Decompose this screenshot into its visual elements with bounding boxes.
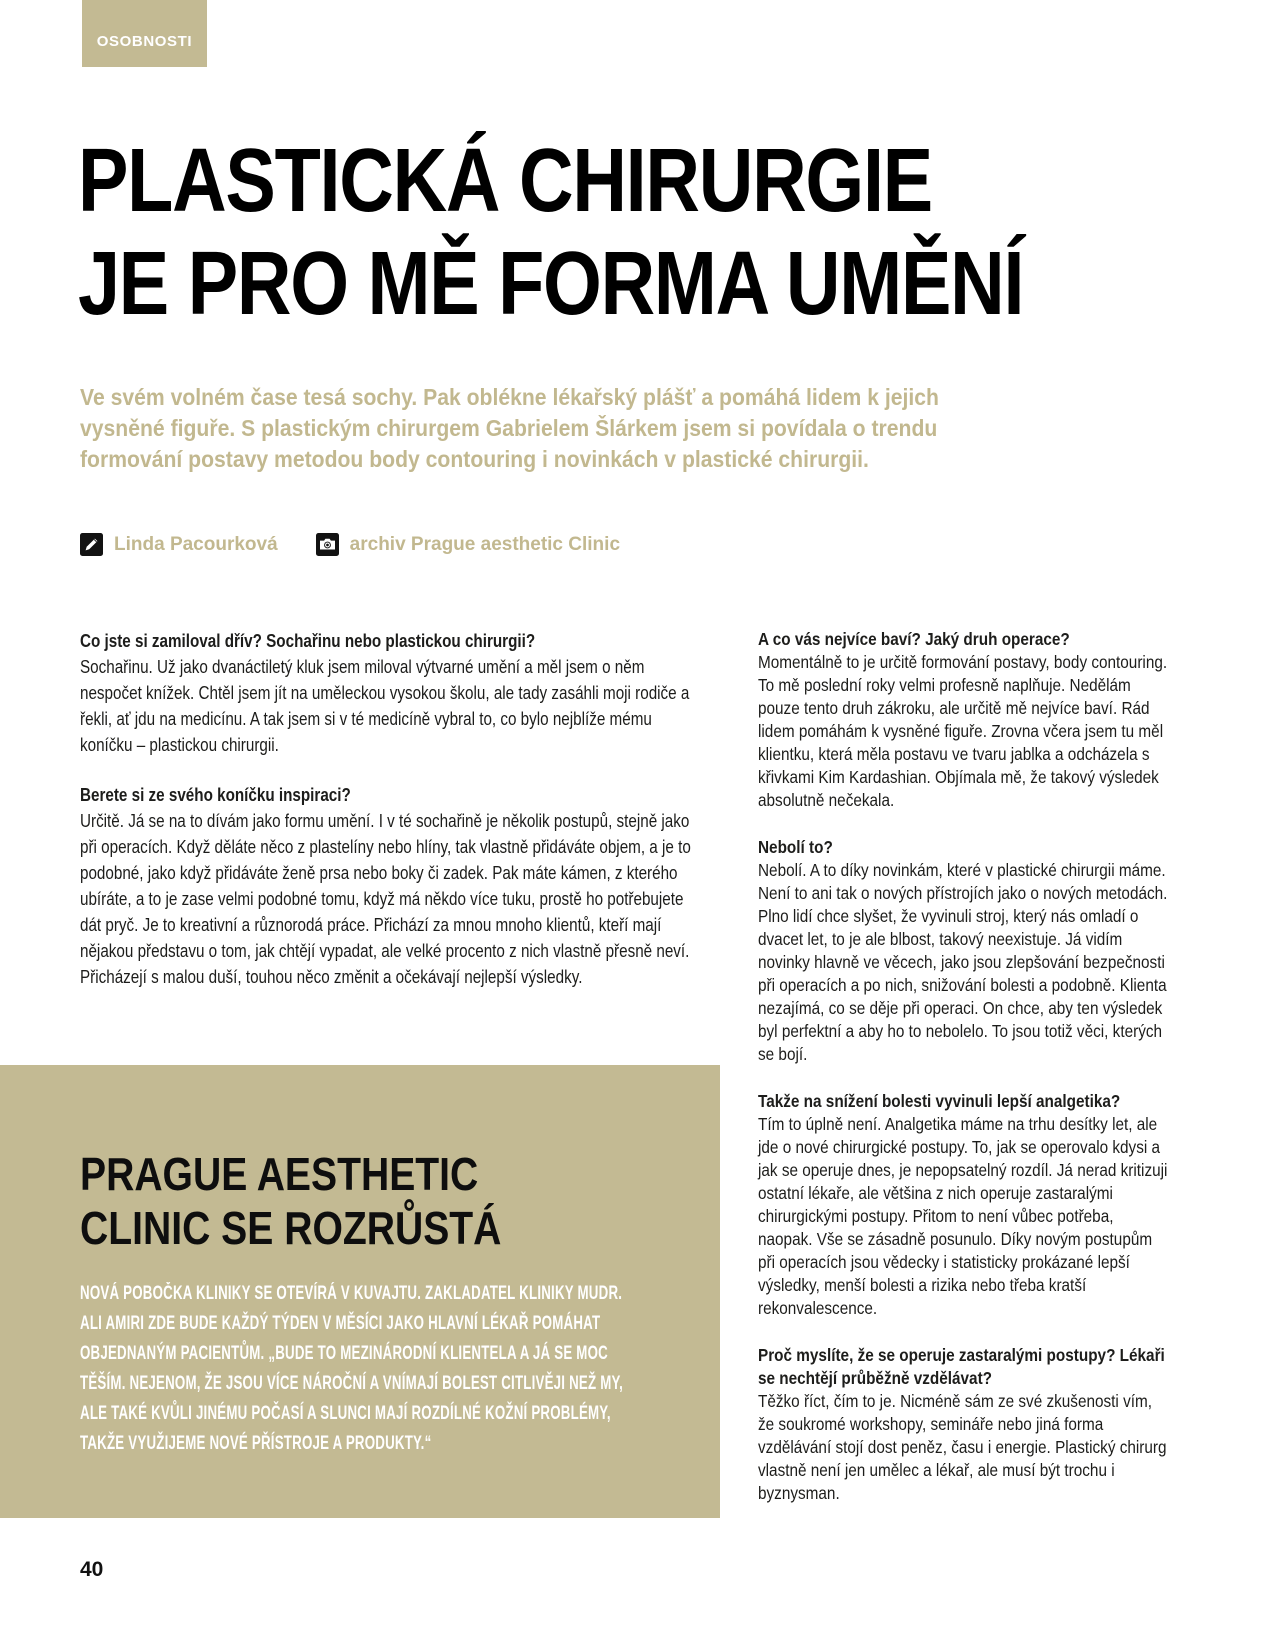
qa-answer: Nebolí. A to díky novinkám, které v plastické chirurgii máme. Není to ani tak o nových přístrojích jako o nových metodách. Plno lidí chce slyšet, že vyvinuli stroj, který nás omladí o dvacet let, to je ale blbost, takový neexistuje. Já vidím novinky hlavně ve věcech, jako jsou zlepšování bezpečnosti při operacích a po nich, snižování bolesti a podobně. Klienta nezajímá, co se děje při operaci. On chce, aby ten výsledek byl perfektní a aby ho to nebolelo. To jsou totiž věci, kterých se bojí. — [758, 860, 1168, 1064]
qa-block — [758, 1344, 1169, 1505]
qa-block — [758, 628, 1169, 812]
camera-icon — [316, 533, 339, 556]
promo-heading-line1: PRAGUE AESTHETIC — [80, 1148, 479, 1200]
right-column — [758, 628, 1169, 1529]
qa-block — [80, 628, 705, 758]
byline — [80, 533, 620, 556]
headline-line1: PLASTICKÁ CHIRURGIE — [78, 131, 932, 231]
qa-question: Berete si ze svého koníčku inspiraci? — [80, 784, 351, 805]
headline-line2: JE PRO MĚ FORMA UMĚNÍ — [78, 234, 1024, 334]
promo-heading-line2: CLINIC SE ROZRŮSTÁ — [80, 1202, 502, 1254]
qa-question: Proč myslíte, že se operuje zastaralými postupy? Lékaři se nechtějí průběžně vzdělávat? — [758, 1345, 1165, 1388]
intro-paragraph: Ve svém volném čase tesá sochy. Pak oblékne lékařský plášť a pomáhá lidem k jejich vysněné figuře. S plastickým chirurgem Gabrielem Šlárkem jsem si povídala o trendu formování postavy metodou body contouring i novinkách v plastické chirurgii. — [80, 384, 939, 472]
qa-answer: Sochařinu. Už jako dvanáctiletý kluk jsem miloval výtvarné umění a měl jsem o něm nespočet knížek. Chtěl jsem jít na uměleckou vysokou školu, ale tady zasáhli moji rodiče a řekli, ať jdu na medicínu. A tak jsem si v té medicíně vybral to, co bylo nejblíže mému koníčku – plastickou chirurgii. — [80, 656, 690, 755]
page-number: 40 — [80, 1558, 104, 1581]
qa-answer: Určitě. Já se na to dívám jako formu umění. I v té sochařině je několik postupů, stejně jako při operacích. Když děláte něco z plastelíny nebo hlíny, tak vlastně přidáváte objem, a je to podobné, jako když přidáváte ženě prsa nebo boky či zadek. Pak máte kámen, z kterého ubíráte, a to je zase velmi podobné tomu, když má někdo více tuku, prostě ho potřebujete dát pryč. Je to kreativní a různorodá práce. Přichází za mnou mnoho klientů, kteří mají nějakou představu o tom, jak chtějí vypadat, ale velké procento z nich vlastně přesně neví. Přicházejí s malou duší, touhou něco změnit a očekávají nejlepší výsledky. — [80, 810, 691, 987]
promo-box — [0, 1065, 720, 1518]
promo-body-text: NOVÁ POBOČKA KLINIKY SE OTEVÍRÁ V KUVAJTU. ZAKLADATEL KLINIKY MUDR. ALI AMIRI ZDE BUDE KAŽDÝ TÝDEN V MĚSÍCI JAKO HLAVNÍ LÉKAŘ POMÁHAT OBJEDNANÝM PACIENTŮM. „BUDE TO MEZINÁRODNÍ KLIENTELA A JÁ SE MOC TĚŠÍM. NEJENOM, ŽE JSOU VÍCE NÁROČNÍ A VNÍMAJÍ BOLEST CITLIVĚJI NEŽ MY, ALE TAKÉ KVŮLI JINÉMU POČASÍ A SLUNCI MAJÍ ROZDÍLNÉ KOŽNÍ PROBLÉMY, TAKŽE VYUŽIJEME NOVÉ PŘÍSTROJE A PRODUKTY.“ — [80, 1283, 624, 1454]
pencil-icon — [80, 533, 103, 556]
qa-question: Takže na snížení bolesti vyvinuli lepší analgetika? — [758, 1091, 1121, 1111]
qa-block — [80, 782, 705, 990]
section-tag: OSOBNOSTI — [82, 0, 207, 67]
page-title — [78, 130, 1203, 336]
qa-question: Nebolí to? — [758, 837, 833, 857]
photo-credit: archiv Prague aesthetic Clinic — [349, 533, 621, 555]
qa-answer: Těžko říct, čím to je. Nicméně sám ze své zkušenosti vím, že soukromé workshopy, semináře nebo jiná forma vzdělávání stojí dost peněz, času i energie. Plastický chirurg vlastně není jen umělec a lékař, ale musí být trochu i byznysman. — [758, 1391, 1167, 1503]
qa-answer: Momentálně to je určitě formování postavy, body contouring. To mě poslední roky velmi profesně naplňuje. Nedělám pouze tento druh zákroku, ale určitě mě nejvíce baví. Rád lidem pomáhám k vysněné figuře. Zrovna včera jsem tu měl klientku, která měla postavu ve tvaru jablka a odcházela s křivkami Kim Kardashian. Objímala mě, že takový výsledek absolutně nečekala. — [758, 652, 1168, 810]
qa-question: Co jste si zamiloval dřív? Sochařinu nebo plastickou chirurgii? — [80, 630, 536, 651]
left-column — [80, 628, 705, 1014]
qa-answer: Tím to úplně není. Analgetika máme na trhu desítky let, ale jde o nové chirurgické postupy. To, jak se operovalo kdysi a jak se operuje dnes, je nepopsatelný rozdíl. Já nerad kritizuji ostatní lékaře, ale většina z nich operuje zastaralými chirurgickými postupy. Přitom to není vůbec potřeba, naopak. Vše se zásadně posunulo. Díky novým postupům při operacích jsou vědecky i statisticky prokázané lepší výsledky, menší bolesti a rizika nebo třeba kratší rekonvalescence. — [758, 1114, 1168, 1318]
qa-block — [758, 1090, 1169, 1320]
promo-heading — [80, 1147, 720, 1255]
author-name: Linda Pacourková — [114, 533, 278, 555]
qa-question: A co vás nejvíce baví? Jaký druh operace? — [758, 629, 1070, 649]
qa-block — [758, 836, 1169, 1066]
